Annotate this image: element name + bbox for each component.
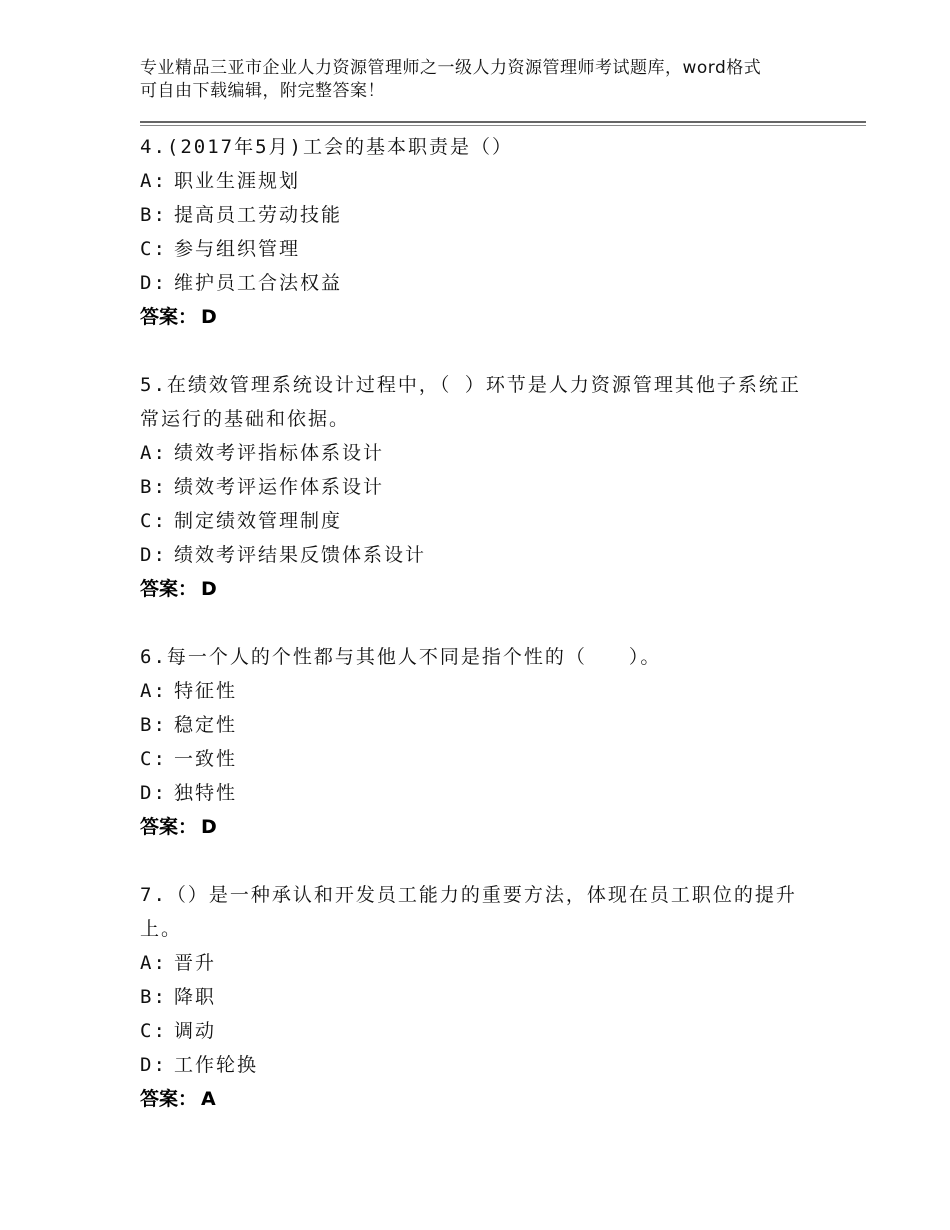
answer-label: 答案： — [140, 816, 198, 838]
answer-label: 答案： — [140, 1088, 198, 1110]
option-text: 工作轮换 — [174, 1054, 259, 1076]
option-label: D: — [140, 272, 167, 294]
option-a — [140, 164, 820, 198]
option-text: 绩效考评运作体系设计 — [174, 476, 385, 498]
option-b — [140, 980, 820, 1014]
answer-value: D — [201, 816, 217, 838]
header-rule-thick — [140, 121, 866, 123]
answer-line — [140, 1082, 820, 1116]
option-label: B: — [140, 476, 167, 498]
option-text: 独特性 — [174, 782, 238, 804]
option-text: 提高员工劳动技能 — [174, 204, 343, 226]
answer-line — [140, 572, 820, 606]
option-b — [140, 198, 820, 232]
answer-label: 答案： — [140, 578, 198, 600]
question-stem: 4.(2017年5月)工会的基本职责是（） — [140, 136, 513, 158]
question-stem: 7.（）是一种承认和开发员工能力的重要方法，体现在员工职位的提升上。 — [140, 884, 797, 940]
question-item — [140, 640, 820, 844]
option-label: C: — [140, 510, 167, 532]
option-label: C: — [140, 748, 167, 770]
answer-value: D — [201, 578, 217, 600]
option-text: 绩效考评结果反馈体系设计 — [174, 544, 427, 566]
option-b — [140, 470, 820, 504]
option-label: A: — [140, 170, 167, 192]
option-b — [140, 708, 820, 742]
option-label: B: — [140, 714, 167, 736]
option-label: A: — [140, 442, 167, 464]
option-label: B: — [140, 204, 167, 226]
option-label: B: — [140, 986, 167, 1008]
option-text: 参与组织管理 — [174, 238, 301, 260]
question-item — [140, 130, 820, 334]
option-text: 绩效考评指标体系设计 — [174, 442, 385, 464]
document-header — [140, 57, 820, 103]
option-text: 晋升 — [174, 952, 217, 974]
option-c — [140, 504, 820, 538]
answer-line — [140, 810, 820, 844]
option-c — [140, 742, 820, 776]
option-d — [140, 538, 820, 572]
option-label: D: — [140, 544, 167, 566]
answer-line — [140, 300, 820, 334]
option-d — [140, 1048, 820, 1082]
option-text: 维护员工合法权益 — [174, 272, 343, 294]
option-label: D: — [140, 782, 167, 804]
question-list — [140, 130, 820, 1116]
option-d — [140, 776, 820, 810]
option-text: 职业生涯规划 — [174, 170, 301, 192]
question-stem: 6.每一个人的个性都与其他人不同是指个性的（ ）。 — [140, 646, 662, 668]
answer-value: D — [201, 306, 217, 328]
answer-value: A — [201, 1088, 216, 1110]
option-label: A: — [140, 952, 167, 974]
option-text: 特征性 — [174, 680, 238, 702]
option-d — [140, 266, 820, 300]
question-item — [140, 878, 820, 1116]
question-stem: 5.在绩效管理系统设计过程中，（ ）环节是人力资源管理其他子系统正常运行的基础和依据。 — [140, 374, 801, 430]
header-line-2: 可自由下载编辑，附完整答案！ — [140, 81, 385, 101]
option-text: 制定绩效管理制度 — [174, 510, 343, 532]
option-label: C: — [140, 238, 167, 260]
option-c — [140, 1014, 820, 1048]
option-text: 调动 — [174, 1020, 217, 1042]
header-rule-thin — [140, 125, 866, 126]
answer-label: 答案： — [140, 306, 198, 328]
header-line-1: 专业精品三亚市企业人力资源管理师之一级人力资源管理师考试题库，word格式 — [140, 58, 762, 78]
option-a — [140, 436, 820, 470]
option-text: 降职 — [174, 986, 217, 1008]
option-label: D: — [140, 1054, 167, 1076]
option-label: C: — [140, 1020, 167, 1042]
option-text: 稳定性 — [174, 714, 238, 736]
option-a — [140, 946, 820, 980]
option-a — [140, 674, 820, 708]
option-c — [140, 232, 820, 266]
option-text: 一致性 — [174, 748, 238, 770]
question-item — [140, 368, 820, 606]
option-label: A: — [140, 680, 167, 702]
